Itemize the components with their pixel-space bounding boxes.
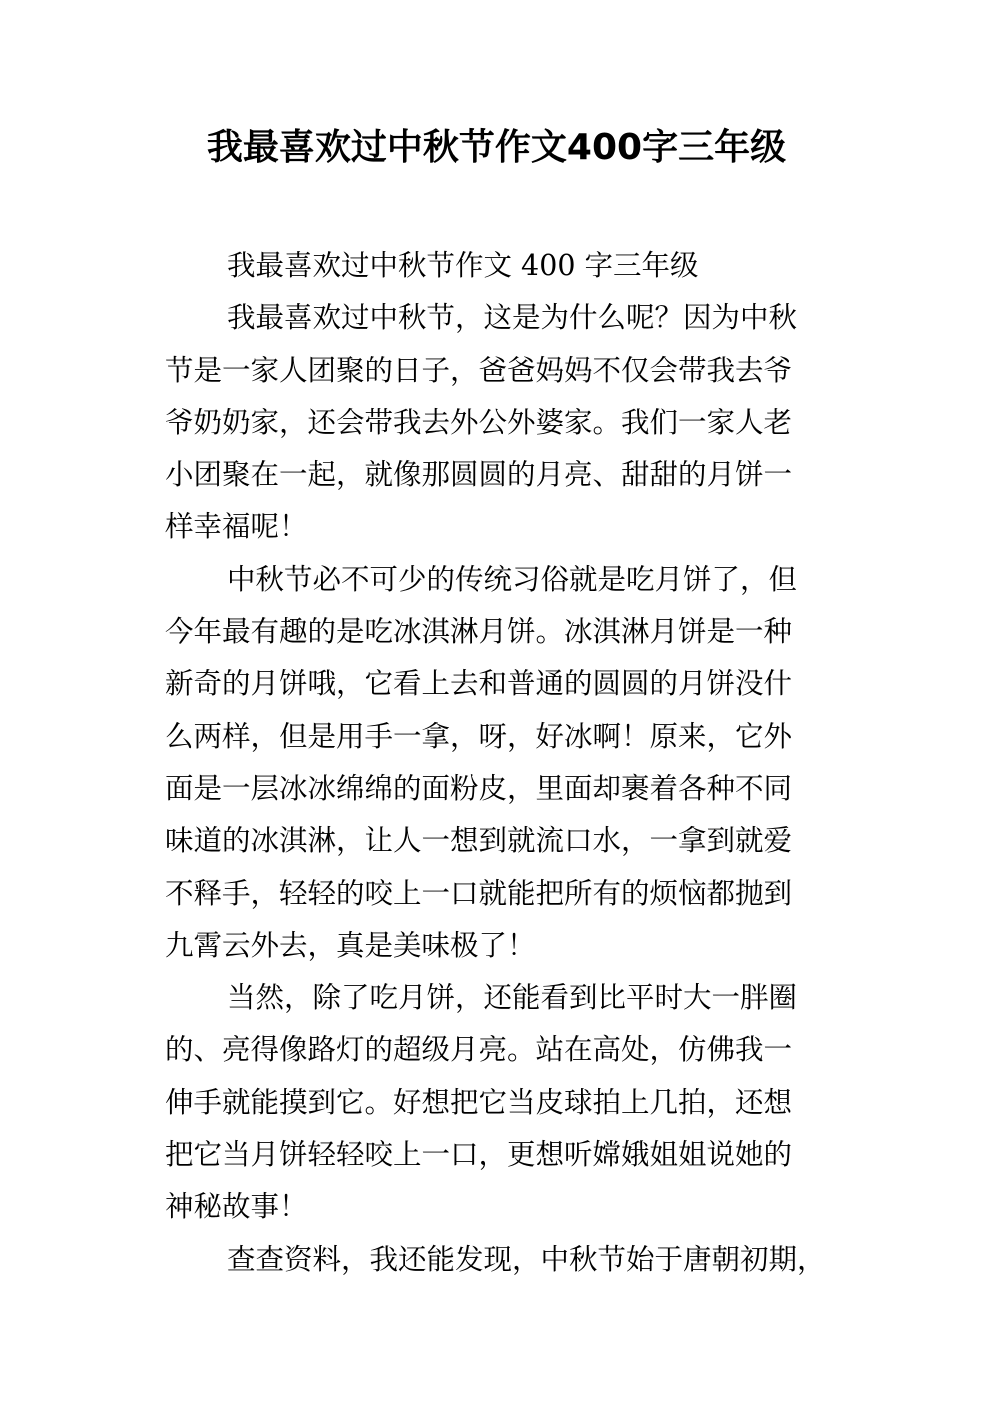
document-body [165,240,837,1286]
paragraph-line: 么两样，但是用手一拿，呀，好冰啊！原来，它外 [165,719,793,753]
paragraph-line: 爷奶奶家，还会带我去外公外婆家。我们一家人老 [165,405,793,439]
paragraph-line: 节是一家人团聚的日子，爸爸妈妈不仅会带我去爷 [165,353,793,387]
paragraph-line: 伸手就能摸到它。好想把它当皮球拍上几拍，还想 [165,1085,793,1119]
document-title: 我最喜欢过中秋节作文400字三年级 [206,127,787,168]
paragraph-line: 面是一层冰冰绵绵的面粉皮，里面却裹着各种不同 [165,771,793,805]
paragraph-line: 神秘故事！ [165,1190,308,1224]
paragraph-line: 样幸福呢！ [165,510,308,544]
paragraph-line: 查查资料，我还能发现，中秋节始于唐朝初期， [227,1242,826,1276]
paragraph-line: 九霄云外去，真是美味极了！ [165,928,536,962]
subtitle-line: 我最喜欢过中秋节作文 400 字三年级 [227,249,699,282]
paragraph-line: 今年最有趣的是吃冰淇淋月饼。冰淇淋月饼是一种 [165,615,793,649]
paragraph-line: 味道的冰淇淋，让人一想到就流口水，一拿到就爱 [165,824,793,858]
paragraph-line: 小团聚在一起，就像那圆圆的月亮、甜甜的月饼一 [165,458,793,492]
paragraph-line: 当然，除了吃月饼，还能看到比平时大一胖圈 [227,981,798,1015]
paragraph-line: 的、亮得像路灯的超级月亮。站在高处，仿佛我一 [165,1033,793,1067]
paragraph-line: 把它当月饼轻轻咬上一口，更想听嫦娥姐姐说她的 [165,1138,793,1172]
paragraph-line: 不释手，轻轻的咬上一口就能把所有的烦恼都抛到 [165,876,793,910]
paragraph-line: 中秋节必不可少的传统习俗就是吃月饼了，但 [227,562,798,596]
paragraph-line: 我最喜欢过中秋节，这是为什么呢？因为中秋 [227,301,798,335]
paragraph-line: 新奇的月饼哦，它看上去和普通的圆圆的月饼没什 [165,667,793,701]
